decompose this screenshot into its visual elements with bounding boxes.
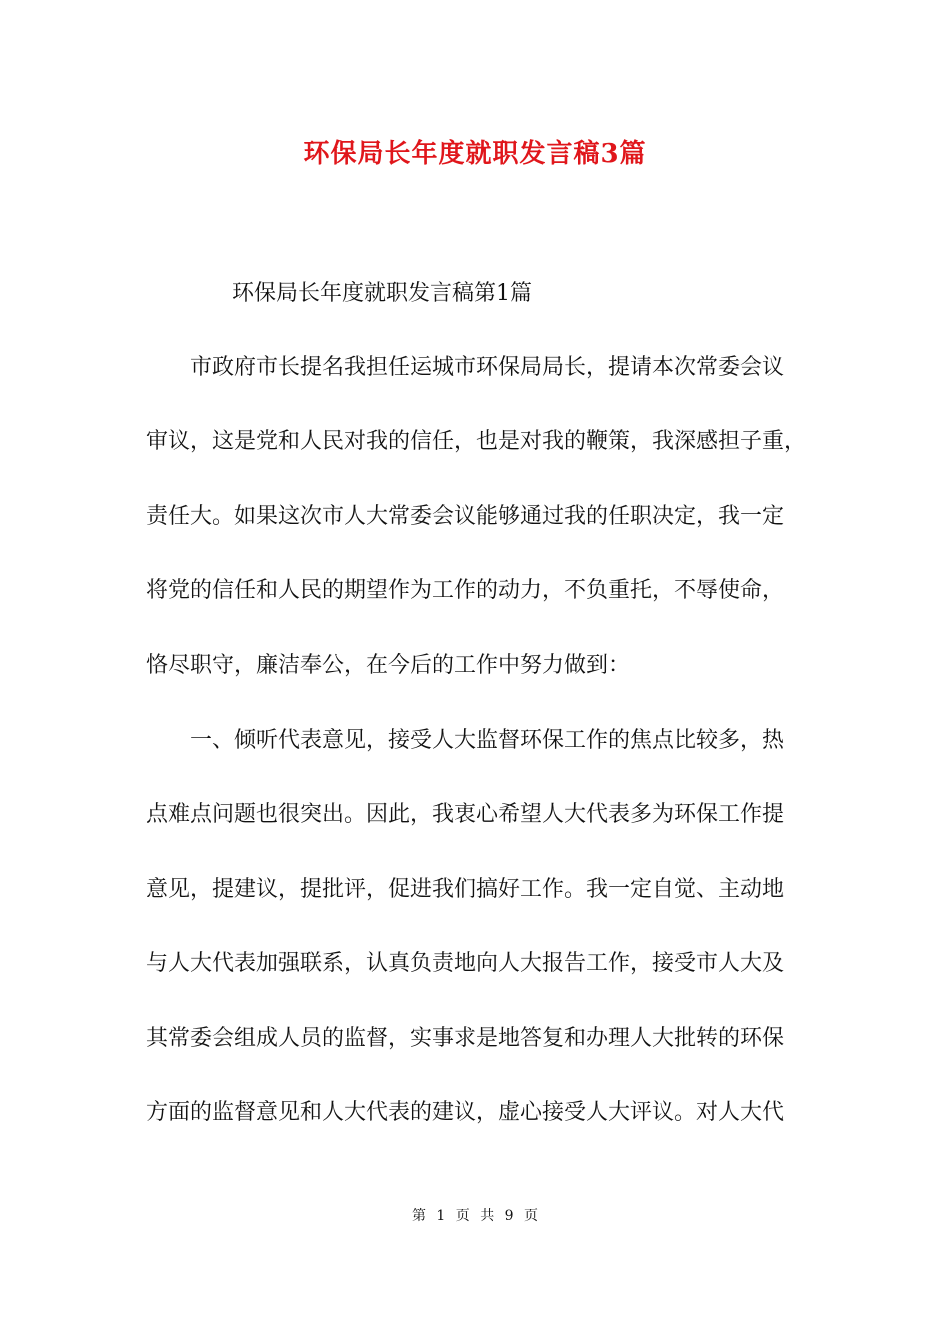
paragraph-line: 其常委会组成人员的监督，实事求是地答复和办理人大批转的环保 [146,1026,785,1051]
page-number: 第 1 页 共 9 页 [411,1208,539,1224]
paragraph-line: 意见，提建议，提批评，促进我们搞好工作。我一定自觉、主动地 [146,877,785,902]
paragraph-line: 将党的信任和人民的期望作为工作的动力，不负重托，不辱使命， [146,578,785,603]
paragraph-line: 市政府市长提名我担任运城市环保局局长，提请本次常委会议 [190,355,785,380]
paragraph-line: 恪尽职守，廉洁奉公，在今后的工作中努力做到： [146,653,631,678]
paragraph-line: 与人大代表加强联系，认真负责地向人大报告工作，接受市人大及 [146,951,785,976]
paragraph-line: 审议，这是党和人民对我的信任，也是对我的鞭策，我深感担子重， [146,429,807,454]
paragraph-line: 一、倾听代表意见，接受人大监督环保工作的焦点比较多，热 [190,728,785,753]
document-title: 环保局长年度就职发言稿3篇 [303,139,647,169]
section-heading: 环保局长年度就职发言稿第1篇 [232,281,532,306]
paragraph-line: 点难点问题也很突出。因此，我衷心希望人大代表多为环保工作提 [146,802,785,827]
paragraph-line: 方面的监督意见和人大代表的建议，虚心接受人大评议。对人大代 [146,1100,785,1125]
paragraph-line: 责任大。如果这次市人大常委会议能够通过我的任职决定，我一定 [146,504,785,529]
